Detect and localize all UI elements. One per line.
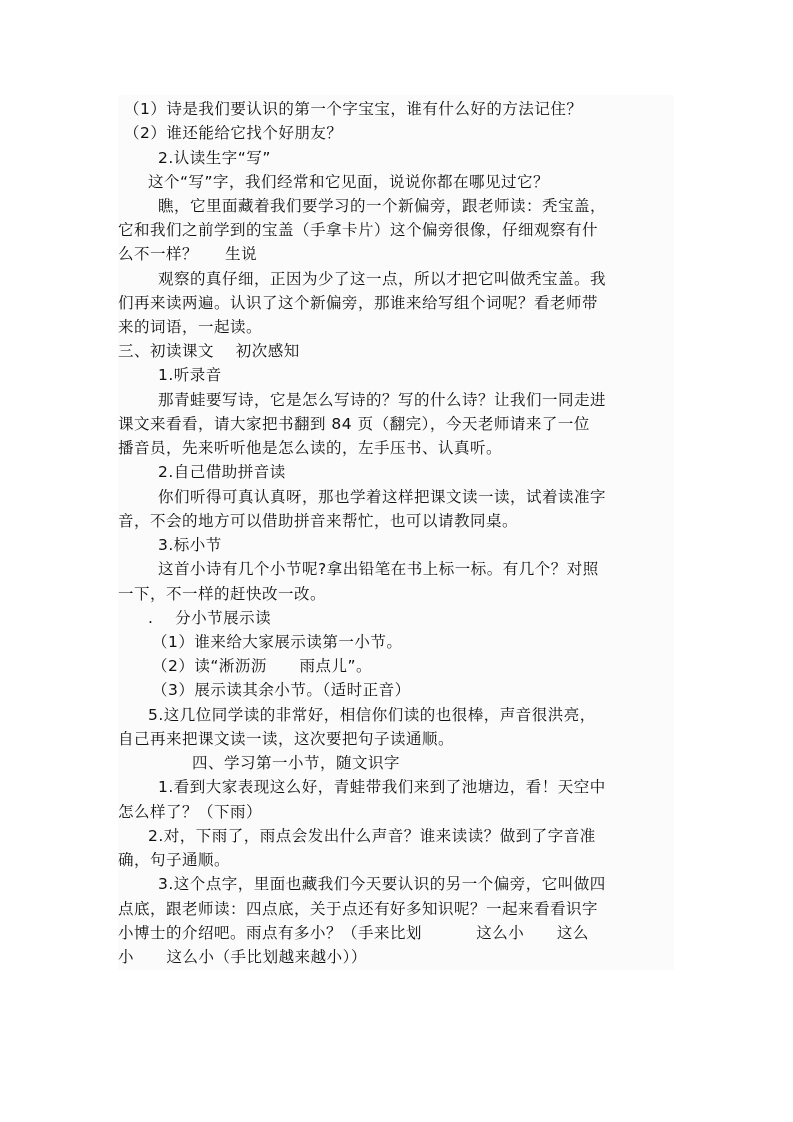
text-line: 小 这么小（手比划越来越小）） xyxy=(118,948,367,966)
text-line: 3.这个点字，里面也藏我们今天要认识的另一个偏旁，它叫做四 xyxy=(158,875,606,893)
text-line: （1）谁来给大家展示读第一小节。 xyxy=(152,633,403,651)
text-line: （2）谁还能给它找个好朋友？ xyxy=(124,124,343,142)
text-line: 5.这几位同学读的非常好，相信你们读的也很棒，声音很洪亮， xyxy=(148,706,596,724)
section-heading: 2.自己借助拼音读 xyxy=(158,463,286,481)
text-line: 你们听得可真认真呀，那也学着这样把课文读一读，试着读准字 xyxy=(158,488,607,506)
text-line: 2.对，下雨了，雨点会发出什么声音？谁来读读？做到了字音准 xyxy=(148,827,596,845)
text-line: 它和我们之前学到的宝盖（手拿卡片）这个偏旁很像，仔细观察有什 xyxy=(118,221,599,239)
text-line: 这首小诗有几个小节呢?拿出铅笔在书上标一标。有几个？对照 xyxy=(158,560,599,578)
text-line: 自己再来把课文读一读，这次要把句子读通顺。 xyxy=(118,730,455,748)
section-heading: 三、初读课文 初次感知 xyxy=(118,342,300,360)
text-line: 点底，跟老师读：四点底，关于点还有好多知识呢？一起来看看识字 xyxy=(118,900,599,918)
text-line: 那青蛙要写诗，它是怎么写诗的？写的什么诗？让我们一同走进 xyxy=(158,391,607,409)
text-line: （1）诗是我们要认识的第一个字宝宝，谁有什么好的方法记住？ xyxy=(124,100,583,118)
text-line: 音，不会的地方可以借助拼音来帮忙，也可以请教同桌。 xyxy=(118,512,519,530)
text-line: 这个“写”字，我们经常和它见面，说说你都在哪见过它？ xyxy=(148,173,550,191)
section-heading: . 分小节展示读 xyxy=(148,609,272,627)
text-line: 播音员，先来听听他是怎么读的，左手压书、认真听。 xyxy=(118,439,503,457)
text-line: 一下，不一样的赶快改一改。 xyxy=(118,585,327,603)
text-line: 观察的真仔细，正因为少了这一点，所以才把它叫做秃宝盖。我 xyxy=(158,270,607,288)
document-body xyxy=(118,95,674,970)
text-line: 课文来看看，请大家把书翻到 84 页（翻完），今天老师请来了一位 xyxy=(118,415,590,433)
section-heading: 3.标小节 xyxy=(158,536,222,554)
text-line: 怎么样了？（下雨） xyxy=(118,803,263,821)
section-heading: 四、学习第一小节，随文识字 xyxy=(192,754,401,772)
text-line: 确，句子通顺。 xyxy=(118,851,231,869)
text-line: （3）展示读其余小节。（适时正音） xyxy=(152,681,411,699)
text-line: 1.看到大家表现这么好，青蛙带我们来到了池塘边，看！天空中 xyxy=(158,778,606,796)
text-line: 们再来读两遍。认识了这个新偏旁，那谁来给写组个词呢？看老师带 xyxy=(118,294,599,312)
text-line: 小博士的介绍吧。雨点有多小？（手来比划 这么小 这么 xyxy=(118,924,589,942)
text-line: 瞧，它里面藏着我们要学习的一个新偏旁，跟老师读：秃宝盖， xyxy=(158,197,607,215)
text-line: （2）读“淅沥沥 雨点儿”。 xyxy=(152,657,372,675)
section-heading: 2.认读生字“写” xyxy=(158,149,271,167)
text-line: 么不一样？ 生说 xyxy=(118,245,258,263)
text-line: 来的词语，一起读。 xyxy=(118,318,263,336)
section-heading: 1.听录音 xyxy=(158,366,222,384)
